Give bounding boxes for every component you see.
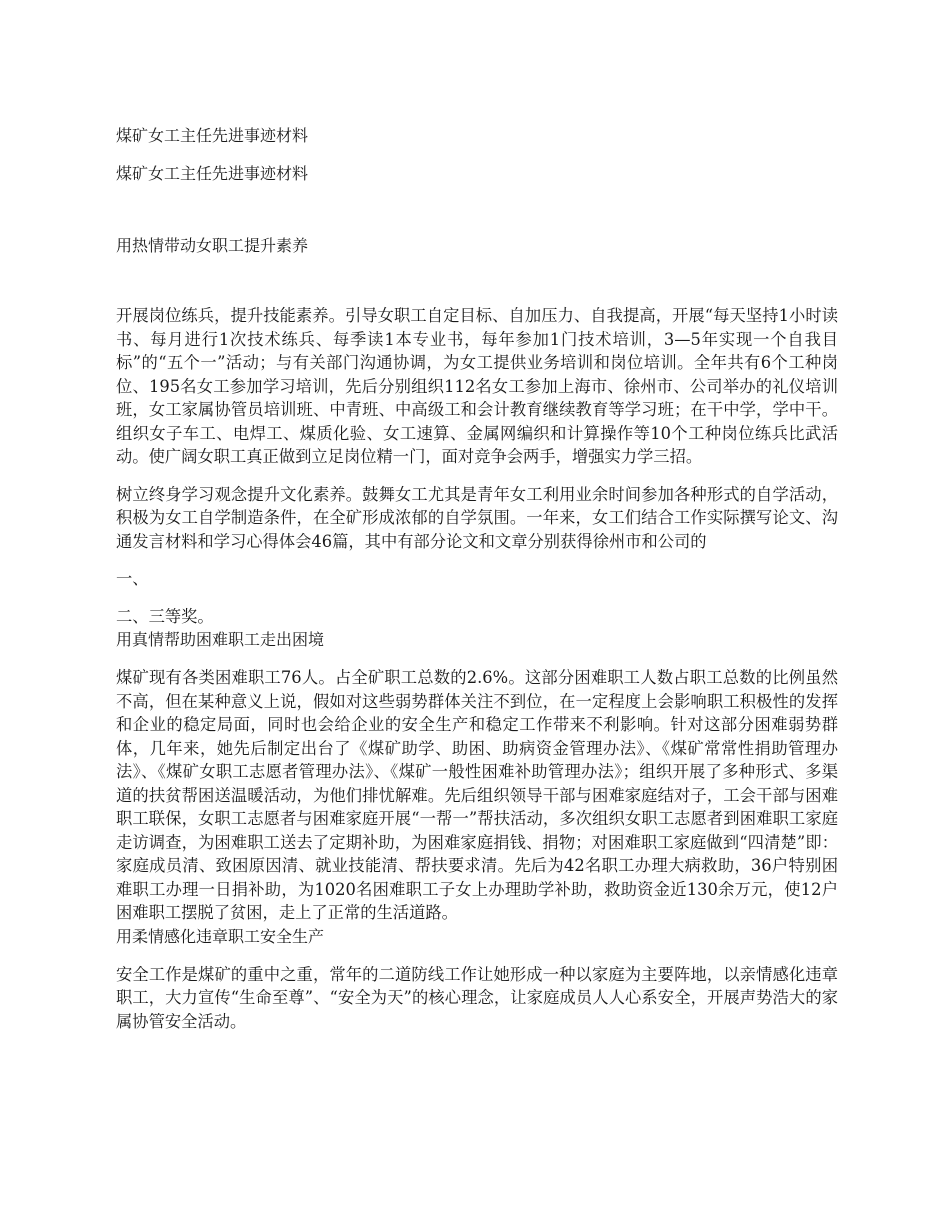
- document-title: 煤矿女工主任先进事迹材料: [116, 126, 309, 145]
- paragraph-skills-training: 开展岗位练兵，提升技能素养。引导女职工自定目标、自加压力、自我提高，开展“每天坚持1小时读书、每月进行1次技术练兵、每季读1本专业书，每年参加1门技术培训，3—5年实现一个自我目标”的“五个一”活动；与有关部门沟通协调，为女工提供业务培训和岗位培训。全年共有6个工种岗位、195名女工参加学习培训，先后分别组织112名女工参加上海市、徐州市、公司举办的礼仪培训班，女工家属协管员培训班、中青班、中高级工和会计教育继续教育等学习班；在干中学，学中干。组织女子车工、电焊工、煤质化验、女工速算、金属网编织和计算操作等10个工种岗位练兵比武活动。使广阔女职工真正做到立足岗位精一门，面对竞争会两手，增强实力学三招。: [116, 306, 838, 466]
- paragraph-difficult-workers: 煤矿现有各类困难职工76人。占全矿职工总数的2.6%。这部分困难职工人数占职工总数的比例虽然不高，但在某种意义上说，假如对这些弱势群体关注不到位，在一定程度上会影响职工积极性的发挥和企业的稳定局面，同时也会给企业的安全生产和稳定工作带来不利影响。针对这部分困难弱势群体，几年来，她先后制定出台了《煤矿助学、助困、助病资金管理办法》、《煤矿常常性捐助管理办法》、《煤矿女职工志愿者管理办法》、《煤矿一般性困难补助管理办法》；组织开展了多种形式、多渠道的扶贫帮困送温暖活动，为他们排忧解难。先后组织领导干部与困难家庭结对子，工会干部与困难职工联保，女职工志愿者与困难家庭开展“一帮一”帮扶活动，多次组织女职工志愿者到困难职工家庭走访调查，为困难职工送去了定期补助，为困难家庭捐钱、捐物；对困难职工家庭做到“四清楚”即：家庭成员清、致困原因清、就业技能清、帮扶要求清。先后为42名职工办理大病救助，36户特别困难职工办理一日捐补助，为1020名困难职工子女上办理助学补助，救助资金近130余万元，使12户困难职工摆脱了贫困，走上了正常的生活道路。: [116, 668, 838, 922]
- section-heading-tenderness: 用柔情感化违章职工安全生产: [116, 926, 325, 946]
- document-title-repeat: 煤矿女工主任先进事迹材料: [116, 164, 309, 183]
- paragraph-lifelong-learning: 树立终身学习观念提升文化素养。鼓舞女工尤其是青年女工利用业余时间参加各种形式的自学活动，积极为女工自学制造条件，在全矿形成浓郁的自学氛围。一年来，女工们结合工作实际撰写论文、沟通发言材料和学习心得体会46篇，其中有部分论文和文章分别获得徐州市和公司的: [116, 484, 838, 551]
- paragraph-line-yi: 一、: [116, 569, 149, 588]
- paragraph-safety-production: 安全工作是煤矿的重中之重，常年的二道防线工作让她形成一种以家庭为主要阵地，以亲情感化违章职工，大力宣传“生命至尊”、“安全为天”的核心理念，让家庭成员人人心系安全，开展声势浩大的家属协管安全活动。: [116, 964, 838, 1031]
- section-heading-sincerity: 用真情帮助困难职工走出困境: [116, 630, 325, 649]
- section-heading-enthusiasm: 用热情带动女职工提升素养: [116, 236, 309, 255]
- paragraph-line-er-san: 二、三等奖。: [116, 606, 214, 626]
